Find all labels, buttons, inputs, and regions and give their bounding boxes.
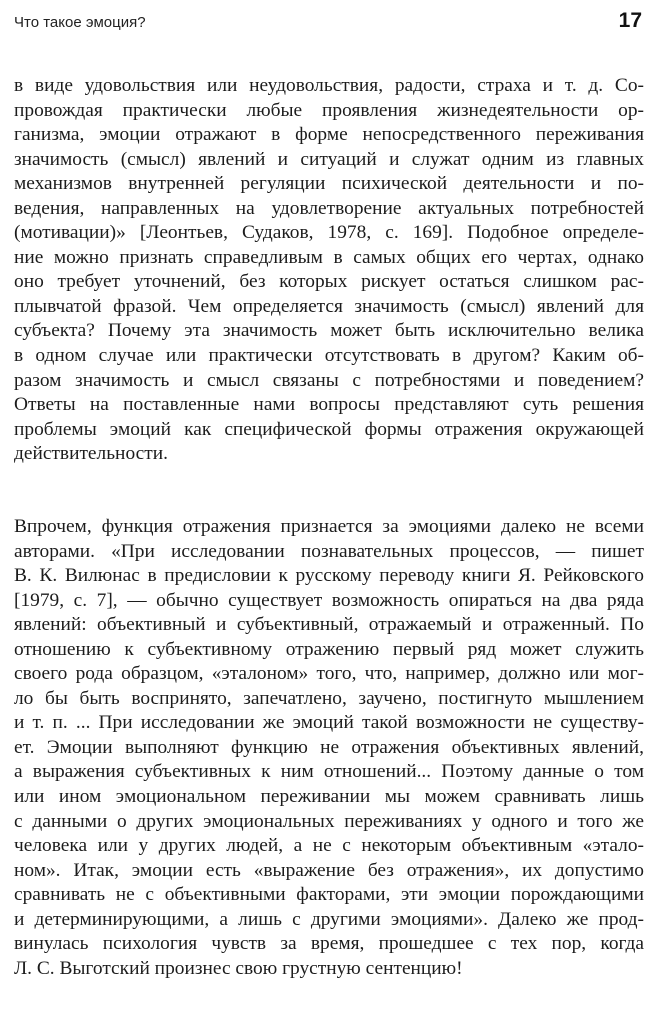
text-line: в виде удовольствия или неудовольствия, радости, страха и т. д. Со- (14, 75, 644, 96)
text-line: и детерминирующими, а лишь с другими эмоциями». Далеко же прод- (14, 908, 644, 930)
text-line: сравнивать не с объективными факторами, эти эмоции порождающими (14, 884, 644, 906)
text-line: отношению к субъективному отражению первый ряд может служить (14, 638, 644, 660)
text-line: плывчатой фразой. Чем определяется значимость (смысл) явлений для (14, 295, 644, 317)
text-line: (мотивации)» [Леонтьев, Судаков, 1978, с. 169]. Подобное определе- (14, 222, 644, 244)
text-line: а выражения субъективных к ним отношений... Поэтому данные о том (14, 761, 644, 783)
text-line: в одном случае или практически отсутствовать в другом? Каким об- (14, 345, 644, 367)
text-line: проблемы эмоций как специфической формы отражения окружающей (14, 418, 644, 440)
text-line: ганизма, эмоции отражают в форме непосредственного переживания (14, 124, 644, 146)
text-line: ведения, направленных на удовлетворение актуальных потребностей (14, 197, 644, 219)
text-line: механизмов внутренней регуляции психической деятельности и по- (14, 173, 644, 195)
text-line: ном». Итак, эмоции есть «выражение без отражения», их допустимо (14, 859, 644, 881)
text-line: ние можно признать справедливым в самых общих его чертах, однако (14, 246, 644, 268)
text-line: В. К. Вилюнас в предисловии к русскому переводу книги Я. Рейковского (14, 565, 644, 587)
text-line: действительности. (14, 443, 168, 465)
paragraph-2 (14, 515, 644, 981)
text-line: ло бы быть воспринято, запечатлено, заучено, постигнуто мышлением (14, 687, 644, 709)
text-line: провождая практически любые проявления жизнедеятельности ор- (14, 99, 644, 121)
text-line: или ином эмоциональном переживании мы можем сравнивать лишь (14, 786, 644, 808)
running-head: Что такое эмоция? (14, 14, 146, 31)
text-line: Впрочем, функция отражения признается за эмоциями далеко не всеми (14, 516, 644, 537)
text-line: ет. Эмоции выполняют функцию не отражения объективных явлений, (14, 736, 644, 758)
text-line: явлений: объективный и субъективный, отражаемый и отраженный. По (14, 614, 644, 636)
paragraph-1 (14, 74, 644, 467)
text-line: своего рода образцом, «эталоном» того, что, например, должно или мог- (14, 663, 644, 685)
text-line: [1979, с. 7], — обычно существует возможность опираться на два ряда (14, 589, 644, 611)
page-number: 17 (618, 9, 642, 32)
text-line: с данными о других эмоциональных переживаниях у одного и того же (14, 810, 644, 832)
text-line: Ответы на поставленные нами вопросы представляют суть решения (14, 394, 644, 416)
text-line: винулась психология чувств за время, прошедшее с тех пор, когда (14, 933, 644, 955)
text-line: авторами. «При исследовании познавательных процессов, — пишет (14, 540, 644, 562)
text-line: значимость (смысл) явлений и ситуаций и служат одним из главных (14, 148, 644, 170)
text-line: субъекта? Почему эта значимость может быть исключительно велика (14, 320, 644, 342)
text-line: и т. п. ... При исследовании же эмоций такой возможности не существу- (14, 712, 644, 734)
text-line: человека или у других людей, а не с некоторым объективным «этало- (14, 835, 644, 857)
page-header (14, 8, 642, 32)
text-line: разом значимость и смысл связаны с потребностями и поведением? (14, 369, 644, 391)
text-line: Л. С. Выготский произнес свою грустную сентенцию! (14, 957, 463, 979)
text-line: оно требует уточнений, без которых рискует остаться слишком рас- (14, 271, 644, 293)
